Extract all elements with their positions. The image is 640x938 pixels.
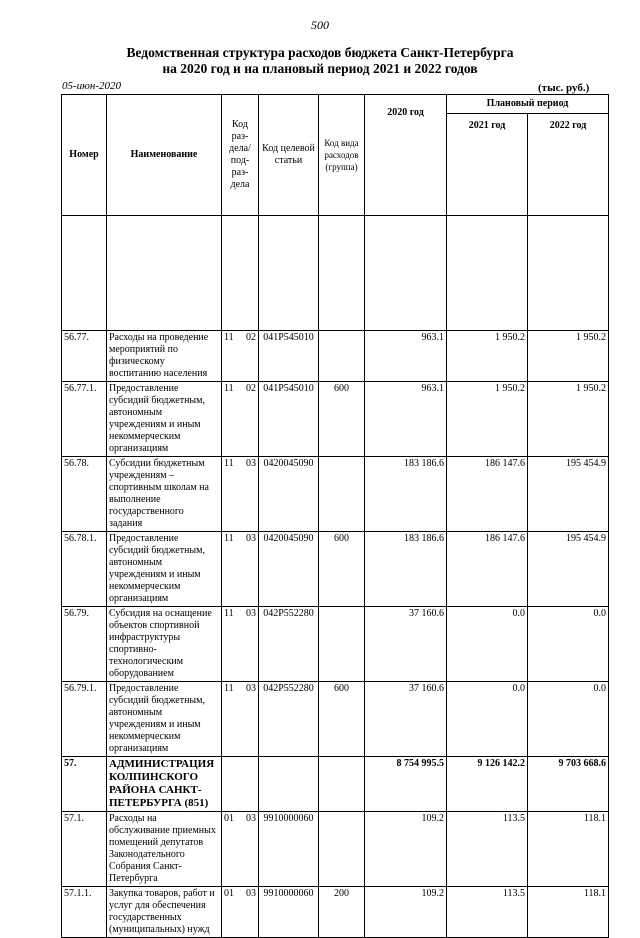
row-name: Расходы на проведение мероприятий по физическому воспитанию населения [107, 331, 222, 382]
row-expense-type [319, 607, 365, 682]
row-expense-type: 600 [319, 382, 365, 457]
row-number: 57. [62, 757, 107, 812]
header-number: Номер [62, 95, 107, 216]
row-section-code [222, 682, 259, 757]
subsection-code: 03 [246, 683, 256, 694]
header-row [62, 95, 609, 114]
row-target-code [259, 757, 319, 812]
subsection-code: 02 [246, 383, 256, 394]
row-number: 56.79. [62, 607, 107, 682]
row-expense-type: 200 [319, 887, 365, 938]
row-amount-2022: 118.1 [528, 812, 609, 887]
table-row [62, 382, 609, 457]
row-target-code: 0420045090 [259, 457, 319, 532]
table-row [62, 331, 609, 382]
row-target-code: 042P552280 [259, 607, 319, 682]
row-amount-2022: 0.0 [528, 607, 609, 682]
row-amount-2020: 8 754 995.5 [365, 757, 447, 812]
row-target-code: 0420045090 [259, 532, 319, 607]
header-2022: 2022 год [528, 114, 609, 216]
table-row [62, 532, 609, 607]
row-amount-2020: 37 160.6 [365, 682, 447, 757]
row-section-code [222, 457, 259, 532]
row-amount-2020: 109.2 [365, 812, 447, 887]
table-row [62, 757, 609, 812]
row-amount-2022: 9 703 668.6 [528, 757, 609, 812]
row-section-code [222, 757, 259, 812]
section-code: 01 [224, 813, 234, 824]
header-expense-type: Код вида расходов (группа) [319, 95, 365, 216]
row-section-code [222, 382, 259, 457]
row-amount-2020: 37 160.6 [365, 607, 447, 682]
row-amount-2022: 118.1 [528, 887, 609, 938]
row-expense-type: 600 [319, 532, 365, 607]
table-row [62, 457, 609, 532]
row-name: Предоставление субсидий бюджетным, автономным учреждениям и иным некоммерческим организациям [107, 532, 222, 607]
header-section: Код раз-дела/ под-раз-дела [222, 95, 259, 216]
row-expense-type [319, 757, 365, 812]
row-amount-2022: 0.0 [528, 682, 609, 757]
row-amount-2020: 183 186.6 [365, 457, 447, 532]
row-amount-2021: 186 147.6 [447, 457, 528, 532]
subsection-code: 03 [246, 813, 256, 824]
row-expense-type [319, 812, 365, 887]
section-code: 11 [224, 332, 234, 343]
header-2021: 2021 год [447, 114, 528, 216]
row-name: Субсидии бюджетным учреждениям – спортивным школам на выполнение государственного задания [107, 457, 222, 532]
row-target-code: 041P545010 [259, 331, 319, 382]
row-target-code: 9910000060 [259, 887, 319, 938]
row-amount-2020: 963.1 [365, 382, 447, 457]
row-name: АДМИНИСТРАЦИЯ КОЛПИНСКОГО РАЙОНА САНКТ-ПЕТЕРБУРГА (851) [107, 757, 222, 812]
row-amount-2020: 963.1 [365, 331, 447, 382]
subsection-code: 02 [246, 332, 256, 343]
table-row [62, 682, 609, 757]
row-number: 56.77.1. [62, 382, 107, 457]
table-row [62, 607, 609, 682]
row-amount-2020: 183 186.6 [365, 532, 447, 607]
page-number: 500 [311, 18, 329, 32]
row-section-code [222, 607, 259, 682]
row-section-code [222, 331, 259, 382]
row-amount-2021: 186 147.6 [447, 532, 528, 607]
row-amount-2021: 1 950.2 [447, 382, 528, 457]
row-amount-2021: 113.5 [447, 887, 528, 938]
title-line-2: на 2020 год и на плановый период 2021 и 2022 годов [162, 61, 478, 76]
row-number: 56.78.1. [62, 532, 107, 607]
row-expense-type [319, 457, 365, 532]
subsection-code: 03 [246, 608, 256, 619]
row-section-code [222, 812, 259, 887]
row-amount-2021: 113.5 [447, 812, 528, 887]
row-amount-2020: 109.2 [365, 887, 447, 938]
document-title [0, 45, 640, 77]
section-code: 11 [224, 608, 234, 619]
row-amount-2021: 0.0 [447, 607, 528, 682]
header-target: Код целевой статьи [259, 95, 319, 216]
row-number: 56.79.1. [62, 682, 107, 757]
header-planned-period: Плановый период [447, 95, 609, 114]
section-code: 11 [224, 458, 234, 469]
row-number: 57.1.1. [62, 887, 107, 938]
row-name: Расходы на обслуживание приемных помещений депутатов Законодательного Собрания Санкт-Петербурга [107, 812, 222, 887]
row-target-code: 042P552280 [259, 682, 319, 757]
header-2020: 2020 год [365, 95, 447, 216]
header-name: Наименование [107, 95, 222, 216]
section-code: 11 [224, 533, 234, 544]
row-section-code [222, 887, 259, 938]
row-name: Закупка товаров, работ и услуг для обеспечения государственных (муниципальных) нужд [107, 887, 222, 938]
units-label: (тыс. руб.) [538, 82, 590, 94]
section-code: 01 [224, 888, 234, 899]
subsection-code: 03 [246, 888, 256, 899]
budget-table [61, 94, 609, 938]
row-target-code: 9910000060 [259, 812, 319, 887]
row-amount-2021: 0.0 [447, 682, 528, 757]
row-amount-2022: 195 454.9 [528, 457, 609, 532]
row-section-code [222, 532, 259, 607]
row-expense-type [319, 331, 365, 382]
section-code: 11 [224, 683, 234, 694]
title-line-1: Ведомственная структура расходов бюджета Санкт-Петербурга [126, 45, 514, 60]
row-name: Предоставление субсидий бюджетным, автономным учреждениям и иным некоммерческим организациям [107, 682, 222, 757]
table-row [62, 887, 609, 938]
row-amount-2021: 1 950.2 [447, 331, 528, 382]
row-amount-2022: 1 950.2 [528, 382, 609, 457]
row-name: Предоставление субсидий бюджетным, автономным учреждениям и иным некоммерческим организациям [107, 382, 222, 457]
row-number: 56.77. [62, 331, 107, 382]
section-code: 11 [224, 383, 234, 394]
table-row [62, 812, 609, 887]
row-number: 56.78. [62, 457, 107, 532]
table-body [62, 216, 609, 938]
row-amount-2022: 1 950.2 [528, 331, 609, 382]
row-amount-2022: 195 454.9 [528, 532, 609, 607]
document-date: 05-июн-2020 [62, 80, 122, 92]
row-target-code: 041P545010 [259, 382, 319, 457]
row-number: 57.1. [62, 812, 107, 887]
subsection-code: 03 [246, 533, 256, 544]
row-amount-2021: 9 126 142.2 [447, 757, 528, 812]
row-name: Субсидия на оснащение объектов спортивной инфраструктуры спортивно-технологическим оборудованием [107, 607, 222, 682]
spacer-row [62, 216, 609, 331]
row-expense-type: 600 [319, 682, 365, 757]
subsection-code: 03 [246, 458, 256, 469]
